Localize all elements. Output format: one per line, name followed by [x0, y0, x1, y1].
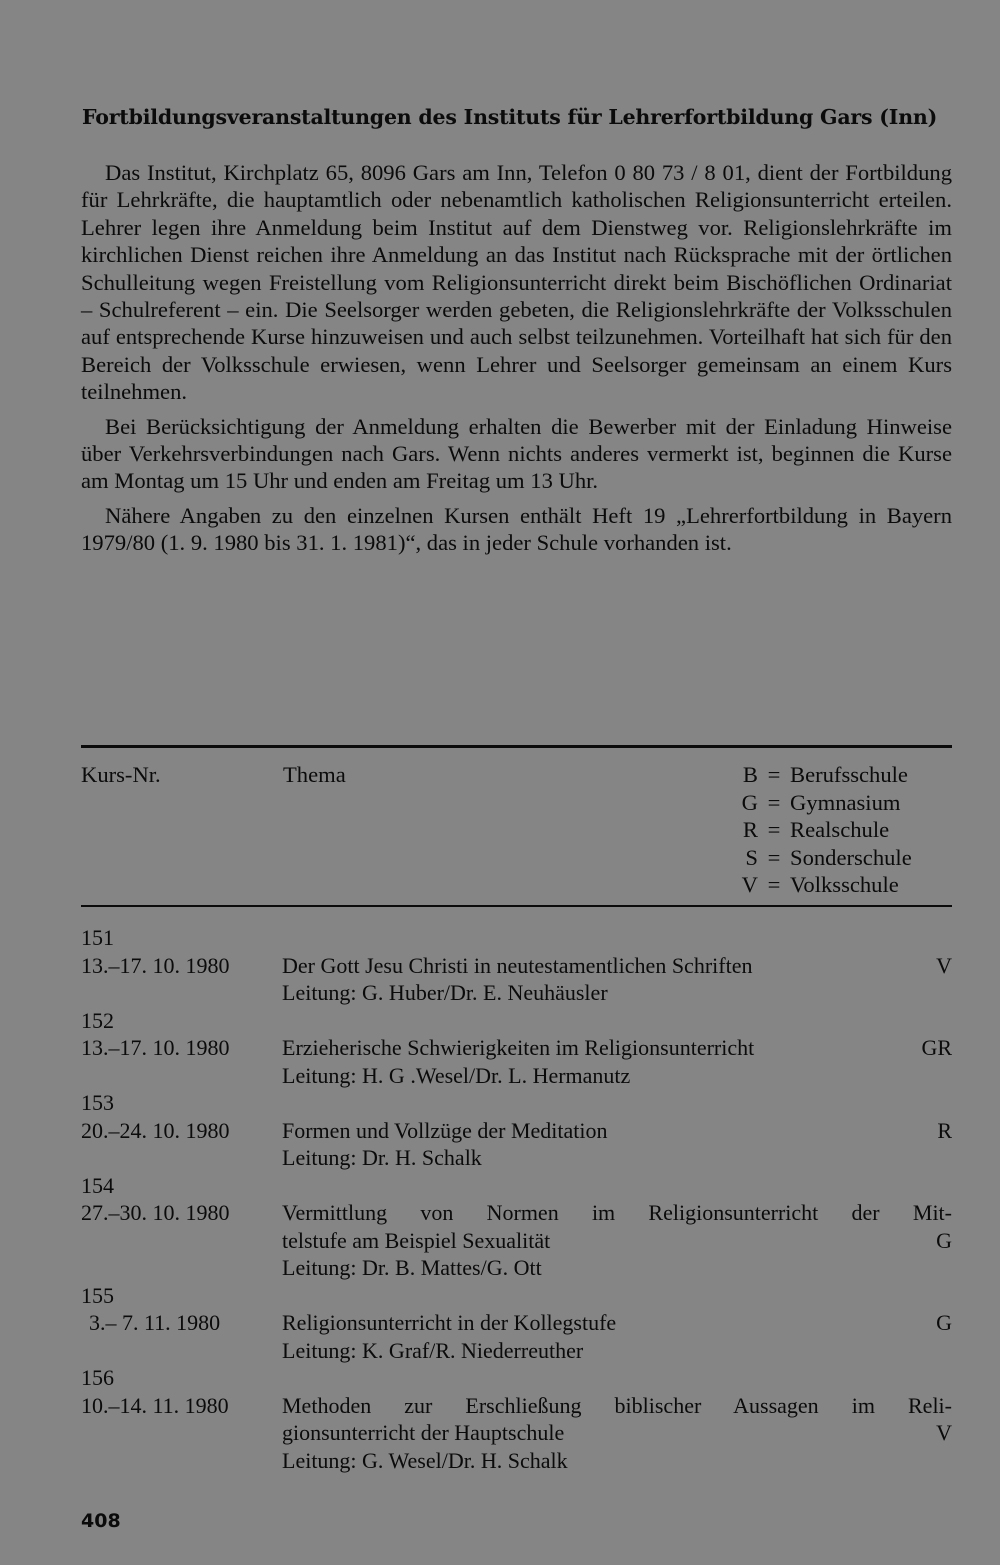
course-title-line: Formen und Vollzüge der Meditation — [282, 1117, 608, 1143]
course-leader-line: Leitung: G. Huber/Dr. E. Neuhäusler — [282, 980, 608, 1005]
course-theme — [282, 1309, 952, 1364]
course-number: 152 — [81, 1007, 114, 1033]
course-number: 156 — [81, 1365, 114, 1390]
legend-code: B — [742, 762, 758, 787]
course-leader-line: Leitung: Dr. H. Schalk — [282, 1145, 482, 1170]
course-leader-line: Leitung: G. Wesel/Dr. H. Schalk — [282, 1447, 568, 1473]
course-number: 151 — [81, 925, 114, 950]
legend-code: G — [741, 789, 758, 815]
course-number: 153 — [81, 1090, 114, 1115]
course-title-line: gionsunterricht der Hauptschule — [282, 1420, 565, 1445]
course-number: 154 — [81, 1172, 114, 1198]
course-date: 27.–30. 10. 1980 — [81, 1200, 230, 1225]
course-date: 13.–17. 10. 1980 — [81, 1035, 230, 1060]
school-type-code: V — [936, 952, 952, 978]
legend-label: Berufsschule — [790, 762, 908, 787]
table-top-rule — [81, 745, 952, 748]
legend-code: R — [742, 817, 758, 843]
course-date: 13.–17. 10. 1980 — [81, 952, 230, 978]
legend-label: Realschule — [790, 817, 890, 843]
legend-row — [720, 761, 912, 789]
legend-equals: = — [767, 789, 781, 815]
legend-row — [720, 844, 912, 872]
legend-equals: = — [767, 817, 781, 843]
course-leader-line: Leitung: K. Graf/R. Niederreuther — [282, 1337, 584, 1363]
table-header-rule — [81, 905, 952, 907]
course-date: 10.–14. 11. 1980 — [81, 1392, 229, 1418]
legend-label: Gymnasium — [790, 789, 901, 815]
course-title-line: telstufe am Beispiel Sexualität — [282, 1227, 551, 1253]
course-entry — [81, 1007, 952, 1090]
course-entry — [81, 1282, 952, 1365]
intro-text — [81, 159, 952, 564]
school-type-code: V — [936, 1420, 952, 1445]
intro-paragraph: Das Institut, Kirchplatz 65, 8096 Gars am Inn, Telefon 0 80 73 / 8 01, dient der Fortbildung für Lehrkräfte, die hauptamtlich oder nebenamtlich katholischen Religionsunterricht erteilen. Lehrer legen ihre Anmeldung beim Institut auf dem Dienstweg vor. Religionslehrkräfte im kirchlichen Dienst reichen ihre Anmeldung an das Institut nach Rücksprache mit der örtlichen Schulleitung wegen Freistellung vom Religionsunterricht direkt beim Bischöflichen Ordinariat – Schulreferent – ein. Die Seelsorger werden gebeten, die Religionslehrkräfte der Volksschulen auf entsprechende Kurse hinzuweisen und auch selbst teilzunehmen. Vorteilhaft hat sich für den Bereich der Volksschule erwiesen, wenn Lehrer und Seelsorger gemeinsam an einem Kurs teilnehmen. — [81, 160, 952, 405]
course-title-line: Vermittlung von Normen im Religionsunterricht der Mit- — [282, 1200, 952, 1225]
legend-code: V — [741, 872, 758, 898]
course-entry — [81, 1364, 952, 1474]
course-title-line: Methoden zur Erschließung biblischer Aussagen im Reli- — [282, 1392, 952, 1418]
legend-row — [720, 871, 912, 899]
course-title-line: Erzieherische Schwierigkeiten im Religionsunterricht — [282, 1035, 755, 1060]
course-theme — [282, 1117, 952, 1172]
page-heading: Fortbildungsveranstaltungen des Instituts für Lehrerfortbildung Gars (Inn) — [82, 105, 938, 129]
course-entry — [81, 1172, 952, 1282]
course-theme — [282, 1199, 952, 1282]
course-entry — [81, 1089, 952, 1172]
course-leader-line: Leitung: Dr. B. Mattes/G. Ott — [282, 1255, 542, 1280]
legend-label: Sonderschule — [790, 844, 912, 870]
course-number: 155 — [81, 1282, 114, 1308]
course-list — [81, 924, 952, 1474]
intro-paragraph: Bei Berücksichtigung der Anmeldung erhalten die Bewerber mit der Einladung Hinweise über Verkehrsverbindungen nach Gars. Wenn nichts anderes vermerkt ist, beginnen die Kurse am Montag um 15 Uhr und enden am Freitag um 13 Uhr. — [81, 413, 952, 494]
column-header-theme: Thema — [283, 762, 346, 787]
school-type-code: G — [936, 1310, 952, 1335]
school-type-code: GR — [921, 1035, 952, 1060]
legend-row — [720, 789, 912, 817]
column-header-course-number: Kurs-Nr. — [81, 762, 161, 787]
course-theme — [282, 952, 952, 1007]
intro-paragraph: Nähere Angaben zu den einzelnen Kursen enthält Heft 19 „Lehrerfortbildung in Bayern 1979/80 (1. 9. 1980 bis 31. 1. 1981)“, das in jeder Schule vorhanden ist. — [81, 502, 952, 556]
course-date: 20.–24. 10. 1980 — [81, 1117, 230, 1143]
legend-equals: = — [767, 762, 781, 787]
school-type-code: G — [936, 1227, 952, 1253]
legend-code: S — [745, 844, 758, 870]
course-leader-line: Leitung: H. G .Wesel/Dr. L. Hermanutz — [282, 1062, 631, 1088]
school-type-code: R — [937, 1117, 952, 1143]
legend-row — [720, 816, 912, 844]
page-number: 408 — [81, 1510, 121, 1532]
legend-equals: = — [767, 872, 781, 898]
course-theme — [282, 1392, 952, 1475]
legend-label: Volksschule — [790, 872, 899, 898]
course-title-line: Religionsunterricht in der Kollegstufe — [282, 1310, 617, 1335]
course-entry — [81, 924, 952, 1007]
school-type-legend — [720, 761, 912, 899]
course-title-line: Der Gott Jesu Christi in neutestamentlichen Schriften — [282, 952, 753, 978]
legend-equals: = — [767, 844, 781, 870]
course-theme — [282, 1034, 952, 1089]
course-date: 3.– 7. 11. 1980 — [89, 1310, 221, 1335]
